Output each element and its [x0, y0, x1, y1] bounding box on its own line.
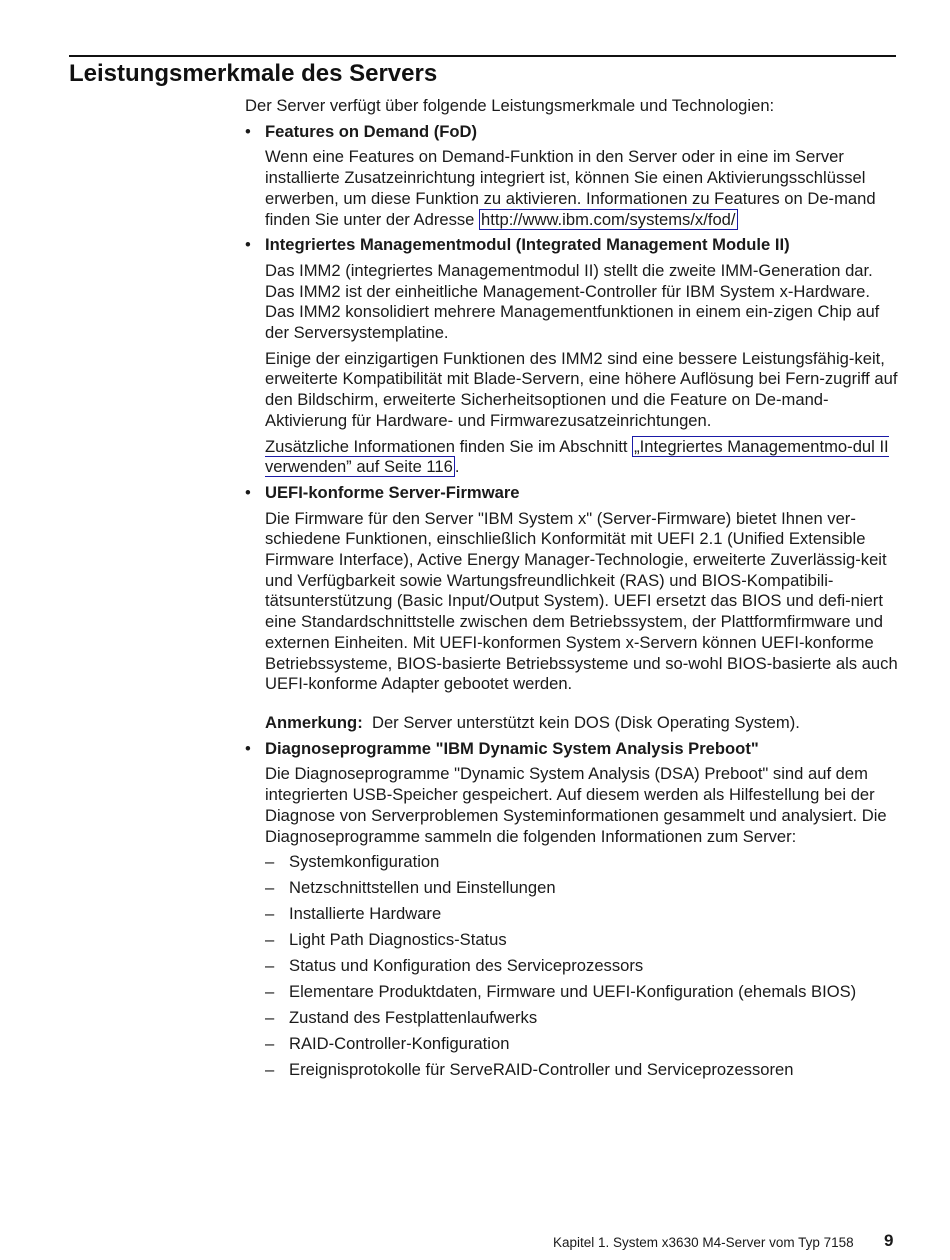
list-item-label: Light Path Diagnostics-Status	[289, 930, 507, 950]
note-text: Der Server unterstützt kein DOS (Disk Operating System).	[371, 712, 800, 732]
imm-section-link[interactable]: „Integriertes Managementmo-dul II verwenden” auf Seite 116	[265, 436, 889, 477]
main-content	[245, 96, 900, 1086]
item-title-fod: Features on Demand (FoD)	[265, 121, 478, 141]
item-title-uefi: UEFI-konforme Server-Firmware	[265, 482, 520, 502]
imm-paragraph-3	[265, 437, 900, 478]
dsa-paragraph: Die Diagnoseprogramme "Dynamic System Analysis (DSA) Preboot" sind auf dem integrierten USB-Speicher gespeichert. Auf diesem werden als Hilfestellung bei der Diagnose von Serverproblemen Systeminformationen gesammelt und analysiert. Die Diagnoseprogramme sammeln die folgenden Informationen zum Server:	[265, 764, 887, 846]
imm-paragraph-2: Einige der einzigartigen Funktionen des IMM2 sind eine bessere Leistungsfähig-keit, erweiterte Kompatibilität mit Blade-Servern, eine höhere Auflösung bei Fern-zugriff auf den Bildschirm, erweiterte Sicherheitsoptionen und die Feature on De-mand-Aktivierung für Hardware- und Firmwarezusatzeinrichtungen.	[265, 348, 898, 430]
imm-ref-prefix: Zusätzliche Informationen finden Sie im Abschnitt	[265, 436, 633, 456]
dash-icon: –	[265, 956, 275, 976]
dash-icon: –	[265, 1008, 275, 1028]
list-item-label: RAID-Controller-Konfiguration	[289, 1034, 510, 1054]
dash-icon: –	[265, 852, 275, 872]
dash-icon: –	[265, 982, 275, 1002]
footer-chapter: Kapitel 1. System x3630 M4-Server vom Typ 7158	[553, 1235, 854, 1250]
dash-icon: –	[265, 1060, 275, 1080]
list-item-label: Status und Konfiguration des Serviceprozessors	[289, 956, 644, 976]
list-item	[265, 878, 900, 899]
uefi-note	[265, 713, 900, 734]
list-item-label: Zustand des Festplattenlaufwerks	[289, 1008, 538, 1028]
list-item-label: Elementare Produktdaten, Firmware und UEFI-Konfiguration (ehemals BIOS)	[289, 982, 857, 1002]
dash-icon: –	[265, 1034, 275, 1054]
list-item	[265, 930, 900, 951]
item-title-imm: Integriertes Managementmodul (Integrated Management Module II)	[265, 235, 790, 255]
list-item	[265, 956, 900, 977]
note-label: Anmerkung:	[265, 712, 363, 732]
imm-ref-suffix: .	[454, 457, 460, 477]
dash-icon: –	[265, 878, 275, 898]
bullet-icon: •	[245, 121, 251, 141]
page-number: 9	[884, 1231, 894, 1250]
list-item	[265, 1060, 900, 1081]
list-item-imm	[245, 235, 900, 478]
item-title-dsa: Diagnoseprogramme "IBM Dynamic System Analysis Preboot"	[265, 738, 759, 758]
list-item	[265, 852, 900, 873]
fod-paragraph	[265, 147, 900, 230]
intro-text: Der Server verfügt über folgende Leistungsmerkmale und Technologien:	[245, 96, 775, 115]
list-item	[265, 1008, 900, 1029]
list-item	[265, 1034, 900, 1055]
page-title: Leistungsmerkmale des Servers	[69, 60, 438, 87]
uefi-paragraph: Die Firmware für den Server "IBM System x" (Server-Firmware) bietet Ihnen ver-schiedene Funktionen, einschließlich Konformität mit UEFI 2.1 (Unified Extensible Firmware Interface), Active Energy Manager-Technologie, erweiterte Zuverlässig-keit und Verfügbarkeit sowie Wartungsfreundlichkeit (RAS) und BIOS-Kompatibili-tätsunterstützung (Basic Input/Output System). UEFI ersetzt das BIOS und defi-niert eine Standardschnittstelle zwischen dem Betriebssystem, der Plattformfirmware und externen Einheiten. Mit UEFI-konformen System x-Servern können UEFI-konforme Betriebssysteme, BIOS-basierte Betriebssysteme und so-wohl BIOS-basierte als auch UEFI-konforme Adapter gebootet werden.	[265, 508, 898, 694]
imm-paragraph-1: Das IMM2 (integriertes Managementmodul II) stellt die zweite IMM-Generation dar. Das IMM2 ist der einheitliche Management-Controller für IBM System x-Hardware. Das IMM2 konsolidiert mehrere Managementfunktionen in einem ein-zigen Chip auf der Serversystemplatine.	[265, 260, 880, 343]
list-item-label: Ereignisprotokolle für ServeRAID-Controller und Serviceprozessoren	[289, 1060, 794, 1080]
list-item-dsa	[245, 739, 900, 1081]
list-item-uefi	[245, 483, 900, 734]
bullet-icon: •	[245, 482, 251, 502]
heading-rule	[69, 55, 896, 57]
list-item	[265, 904, 900, 925]
list-item-fod	[245, 122, 900, 231]
fod-text: Wenn eine Features on Demand-Funktion in den Server oder in eine im Server installierte Zusatzeinrichtung integriert ist, können Sie einen Aktivierungsschlüssel erwerben, um diese Funktion zu aktivieren. Informationen zu Features on De-mand finden Sie unter der Adresse	[265, 147, 876, 229]
bullet-icon: •	[245, 738, 251, 758]
dsa-info-list	[265, 852, 900, 1081]
list-item-label: Netzschnittstellen und Einstellungen	[289, 878, 556, 898]
dash-icon: –	[265, 904, 275, 924]
dash-icon: –	[265, 930, 275, 950]
bullet-icon: •	[245, 235, 251, 255]
list-item	[265, 982, 900, 1003]
list-item-label: Installierte Hardware	[289, 904, 442, 924]
fod-link[interactable]: http://www.ibm.com/systems/x/fod/	[481, 209, 736, 229]
list-item-label: Systemkonfiguration	[289, 852, 440, 872]
